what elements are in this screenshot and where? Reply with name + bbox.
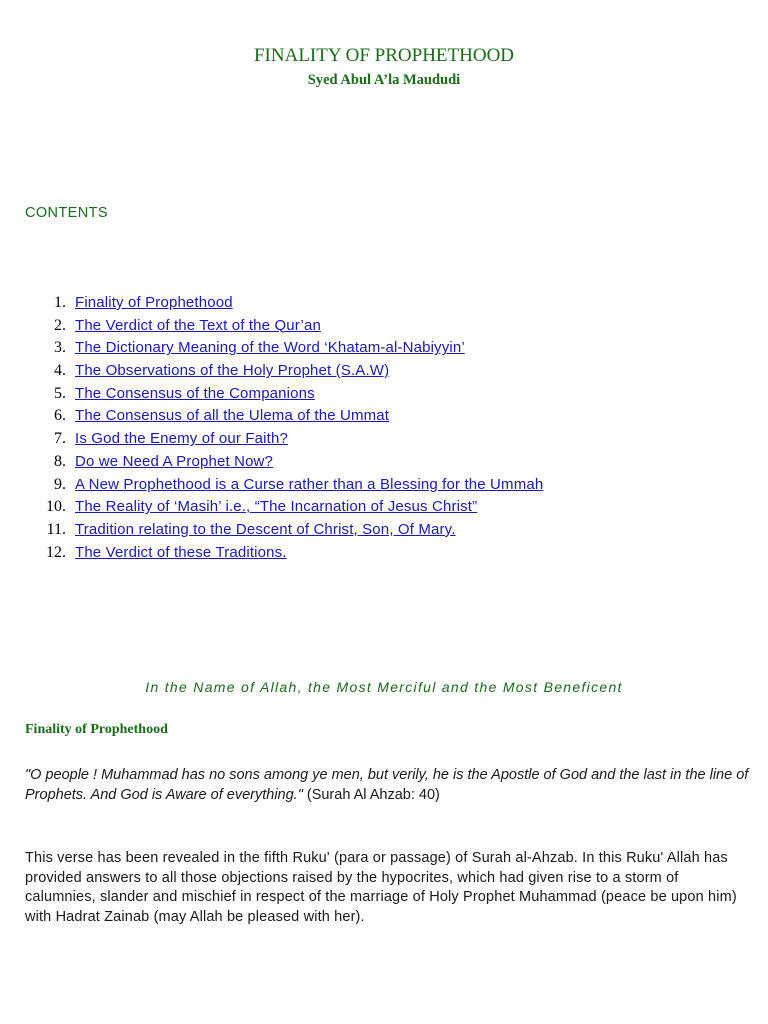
toc-link-verdict-quran[interactable]: The Verdict of the Text of the Qur’an (75, 316, 321, 334)
body-paragraph: This verse has been revealed in the fifth Ruku' (para or passage) of Surah al-Ahzab. In this Ruku' Allah has provided answers to all those objections raised by the hypocrites, which had given rise to a storm of calumnies, slander and mischief in respect of the marriage of Holy Prophet Muhammad (peace be upon him) with Hadrat Zainab (may Allah be pleased with her). (25, 850, 737, 925)
toc-number: 4. (54, 362, 66, 380)
document-author: Syed Abul A’la Maududi (307, 72, 461, 88)
toc-link-verdict-traditions[interactable]: The Verdict of these Traditions. (75, 543, 287, 561)
quran-quote-paragraph (25, 766, 750, 805)
toc-number: 11. (46, 520, 66, 538)
toc-link-consensus-ulema[interactable]: The Consensus of all the Ulema of the Ummat (75, 407, 390, 425)
toc-number: 10. (46, 498, 66, 516)
toc-number: 9. (54, 475, 66, 493)
toc-link-observations[interactable]: The Observations of the Holy Prophet (S.A.W) (75, 362, 390, 380)
toc-number: 1. (54, 294, 66, 311)
section-heading: Finality of Prophethood (25, 722, 168, 737)
toc-number: 5. (54, 384, 66, 402)
toc-number: 8. (54, 452, 66, 470)
toc-link-new-prophethood[interactable]: A New Prophethood is a Curse rather than a Blessing for the Ummah (75, 475, 544, 493)
bismillah-line: In the Name of Allah, the Most Merciful and the Most Beneficent (145, 679, 623, 695)
surah-reference: (Surah Al Ahzab: 40) (302, 786, 440, 803)
toc-number: 3. (54, 339, 66, 357)
contents-heading: CONTENTS (25, 205, 108, 221)
toc-link-consensus-companions[interactable]: The Consensus of the Companions (75, 384, 315, 402)
toc-number: 12. (46, 543, 66, 561)
toc-number: 2. (54, 316, 66, 334)
toc-number: 6. (54, 407, 66, 425)
document-title: FINALITY OF PROPHETHOOD (253, 45, 515, 66)
toc-link-dictionary-meaning[interactable]: The Dictionary Meaning of the Word ‘Khatam-al-Nabiyyin’ (75, 339, 465, 357)
toc-number: 7. (54, 430, 66, 448)
quran-quote: "O people ! Muhammad has no sons among ye men, but verily, he is the Apostle of God and the last in the line of Prophets. And God is Aware of everything." (25, 767, 749, 803)
toc-link-enemy-of-faith[interactable]: Is God the Enemy of our Faith? (75, 430, 288, 448)
toc-link-reality-masih[interactable]: The Reality of ‘Masih’ i.e., “The Incarnation of Jesus Christ” (75, 498, 478, 516)
toc-link-descent-christ[interactable]: Tradition relating to the Descent of Christ, Son, Of Mary. (75, 520, 456, 538)
toc-link-need-prophet[interactable]: Do we Need A Prophet Now? (75, 452, 274, 470)
toc-link-finality[interactable]: Finality of Prophethood (75, 294, 233, 311)
